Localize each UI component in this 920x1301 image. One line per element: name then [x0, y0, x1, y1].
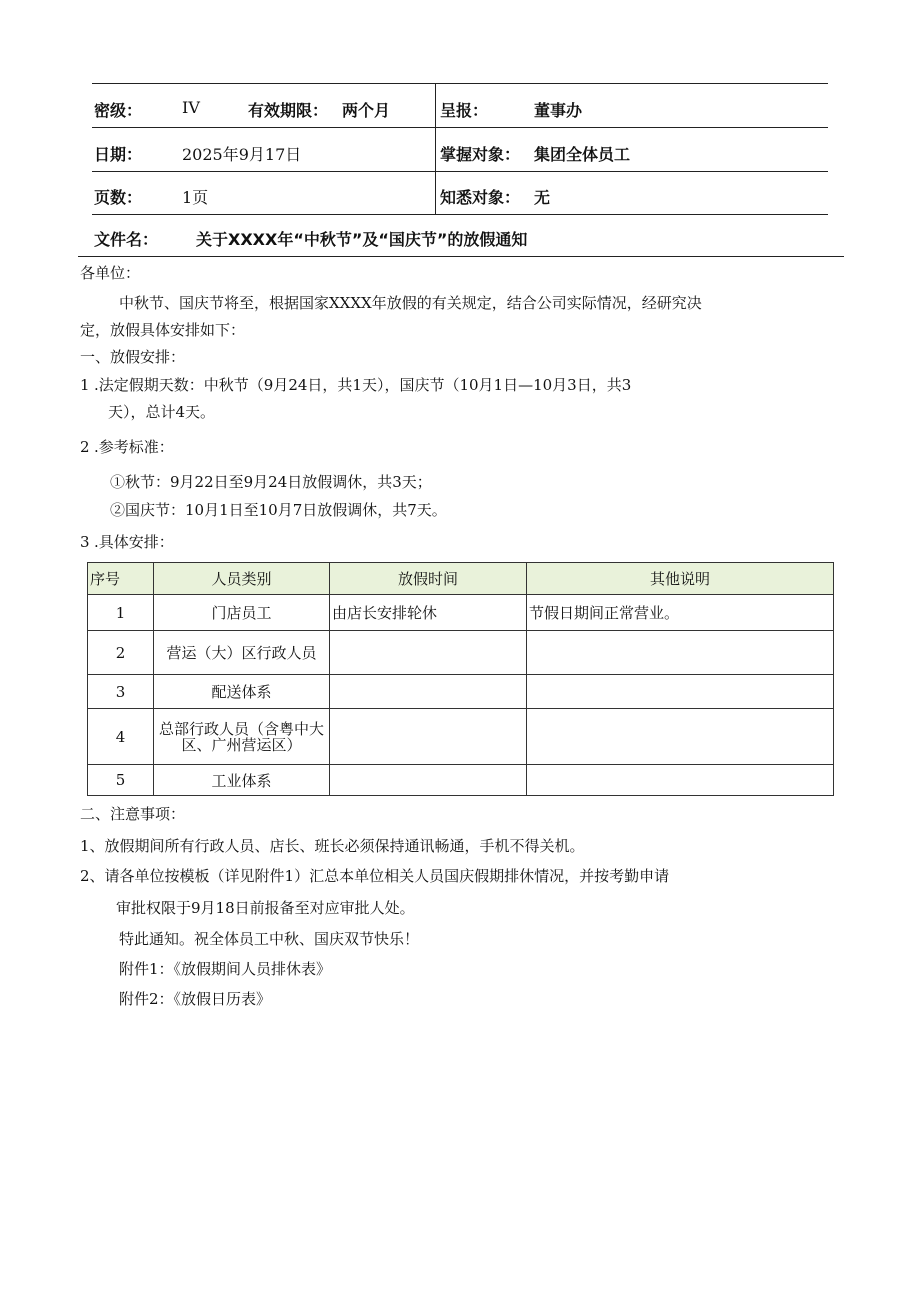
- schedule-table: [87, 562, 834, 796]
- item-2-sub-2: ②国庆节：10月1日至10月7日放假调休，共7天。: [110, 501, 447, 519]
- table-row: [88, 595, 834, 631]
- item-1-line-2: 天），总计4天。: [108, 403, 216, 421]
- item-2-sub-1: ①秋节：9月22日至9月24日放假调休，共3天；: [110, 473, 432, 491]
- cell-category: 工业体系: [154, 765, 330, 796]
- cell-category-text: 总部行政人员（含粤中大区、广州营运区）: [158, 719, 324, 754]
- cell-category: 配送体系: [154, 675, 330, 709]
- secrecy-label: 密级：: [94, 101, 143, 120]
- validity-label: 有效期限：: [248, 101, 329, 120]
- closing: 特此通知。祝全体员工中秋、国庆双节快乐！: [119, 930, 420, 948]
- cell-category: [154, 709, 330, 765]
- cell-note: [527, 631, 834, 675]
- item-3-number: 3: [80, 533, 90, 551]
- attachment-1: 附件1：《放假期间人员排休表》: [119, 960, 332, 978]
- intro-line-2: 定，放假具体安排如下：: [80, 321, 246, 339]
- filename-label: 文件名：: [94, 230, 159, 249]
- cell-note: 节假日期间正常营业。: [527, 595, 834, 631]
- item-1-line-1: .法定假期天数：中秋节（9月24日，共1天），国庆节（10月1日—10月3日，共3: [94, 376, 632, 394]
- cell-category: 门店员工: [154, 595, 330, 631]
- table-header-row: [88, 563, 834, 595]
- cell-no: 2: [88, 631, 154, 675]
- item-1-number: 1: [80, 376, 90, 394]
- date-value: 2025年9月17日: [182, 145, 302, 164]
- informed-value: 无: [534, 188, 551, 207]
- header-rule-top: [92, 83, 828, 84]
- cell-note: [527, 765, 834, 796]
- col-header-category: 人员类别: [154, 563, 330, 595]
- header-rule-1: [92, 127, 828, 128]
- cell-category: [154, 631, 330, 675]
- note-2-line-2: 审批权限于9月18日前报备至对应审批人处。: [116, 899, 415, 917]
- col-header-no: 序号: [88, 563, 154, 595]
- cell-time: [330, 709, 527, 765]
- item-2-number: 2: [80, 438, 90, 456]
- report-value: 董事办: [534, 101, 583, 120]
- item-3-title: .具体安排：: [94, 533, 174, 551]
- cell-time: [330, 631, 527, 675]
- cell-category-text: 营运（大）区行政人员: [166, 643, 317, 662]
- audience-label: 掌握对象：: [440, 145, 521, 164]
- cell-time: [330, 765, 527, 796]
- header-rule-bottom: [78, 256, 844, 257]
- cell-no: 3: [88, 675, 154, 709]
- header-row-secrecy: [92, 86, 828, 126]
- audience-value: 集团全体员工: [534, 145, 631, 164]
- cell-note: [527, 709, 834, 765]
- section-2-title: 二、注意事项：: [80, 805, 186, 823]
- pages-value: 1页: [182, 188, 209, 207]
- header-rule-2: [92, 171, 828, 172]
- cell-no: 5: [88, 765, 154, 796]
- item-2-title: .参考标准：: [94, 438, 174, 456]
- pages-label: 页数：: [94, 188, 143, 207]
- cell-no: 4: [88, 709, 154, 765]
- header-row-date: [92, 130, 828, 170]
- section-1-title: 一、放假安排：: [80, 348, 186, 366]
- header-row-filename: [92, 215, 828, 255]
- table-row: [88, 631, 834, 675]
- note-1: 1、放假期间所有行政人员、店长、班长必须保持通讯畅通，手机不得关机。: [80, 837, 585, 855]
- filename-value: 关于XXXX年“中秋节”及“国庆节”的放假通知: [196, 230, 528, 249]
- attachment-2: 附件2：《放假日历表》: [119, 990, 272, 1008]
- report-label: 呈报：: [440, 101, 489, 120]
- header-row-pages: [92, 173, 828, 213]
- table-row: [88, 709, 834, 765]
- cell-note: [527, 675, 834, 709]
- col-header-note: 其他说明: [527, 563, 834, 595]
- cell-time: [330, 675, 527, 709]
- intro-line-1: 中秋节、国庆节将至，根据国家XXXX年放假的有关规定，结合公司实际情况，经研究决: [119, 294, 702, 312]
- col-header-time: 放假时间: [330, 563, 527, 595]
- cell-no: 1: [88, 595, 154, 631]
- secrecy-value: IV: [182, 98, 200, 117]
- salutation: 各单位：: [80, 264, 141, 282]
- validity-value: 两个月: [342, 101, 391, 120]
- note-2-line-1: 2、请各单位按模板（详见附件1）汇总本单位相关人员国庆假期排休情况，并按考勤申请: [80, 867, 670, 885]
- date-label: 日期：: [94, 145, 143, 164]
- cell-time: 由店长安排轮休: [330, 595, 527, 631]
- informed-label: 知悉对象：: [440, 188, 521, 207]
- table-row: [88, 675, 834, 709]
- table-row: [88, 765, 834, 796]
